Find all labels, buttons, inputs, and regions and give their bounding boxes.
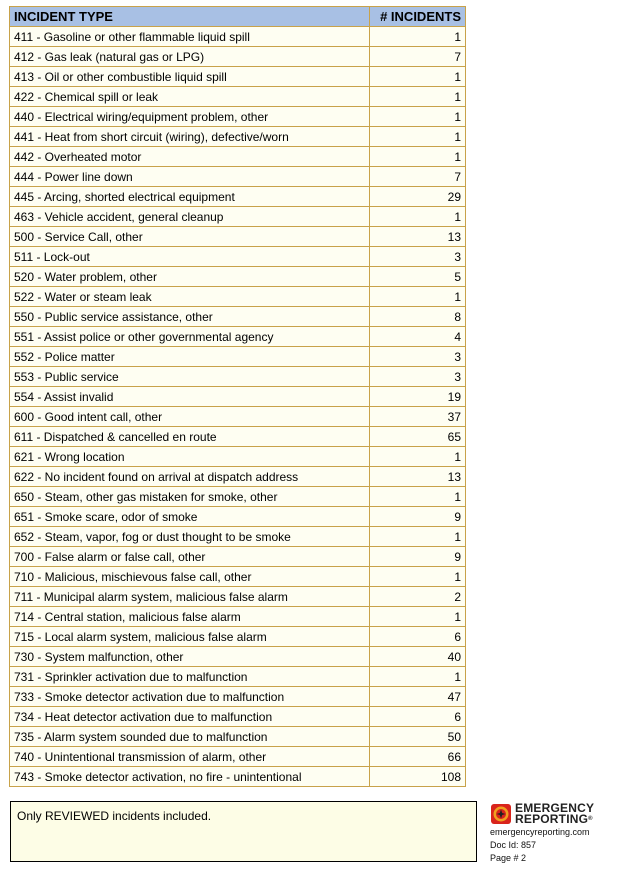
incident-type-cell: 511 - Lock-out bbox=[10, 247, 370, 267]
incident-type-cell: 711 - Municipal alarm system, malicious false alarm bbox=[10, 587, 370, 607]
incident-type-cell: 441 - Heat from short circuit (wiring), defective/worn bbox=[10, 127, 370, 147]
incident-count-cell: 2 bbox=[370, 587, 466, 607]
table-row bbox=[10, 607, 466, 627]
table-row bbox=[10, 267, 466, 287]
table-row bbox=[10, 387, 466, 407]
incident-type-cell: 550 - Public service assistance, other bbox=[10, 307, 370, 327]
incident-count-cell: 5 bbox=[370, 267, 466, 287]
incident-count-cell: 3 bbox=[370, 247, 466, 267]
table-row bbox=[10, 467, 466, 487]
brand-name-line-1: EMERGENCY bbox=[515, 801, 595, 815]
incident-type-cell: 733 - Smoke detector activation due to malfunction bbox=[10, 687, 370, 707]
incident-type-cell: 652 - Steam, vapor, fog or dust thought to be smoke bbox=[10, 527, 370, 547]
incident-count-cell: 65 bbox=[370, 427, 466, 447]
incident-count-cell: 7 bbox=[370, 167, 466, 187]
incident-count-cell: 1 bbox=[370, 487, 466, 507]
incident-count-cell: 1 bbox=[370, 107, 466, 127]
table-row bbox=[10, 567, 466, 587]
incident-count-cell: 40 bbox=[370, 647, 466, 667]
trademark-symbol: ® bbox=[588, 816, 593, 822]
incident-type-cell: 520 - Water problem, other bbox=[10, 267, 370, 287]
incident-type-cell: 444 - Power line down bbox=[10, 167, 370, 187]
incident-type-cell: 743 - Smoke detector activation, no fire - unintentional bbox=[10, 767, 370, 787]
table-row bbox=[10, 407, 466, 427]
incident-count-cell: 37 bbox=[370, 407, 466, 427]
incident-count-cell: 3 bbox=[370, 347, 466, 367]
brand-website: emergencyreporting.com bbox=[490, 827, 590, 837]
table-row bbox=[10, 547, 466, 567]
incident-count-cell: 29 bbox=[370, 187, 466, 207]
table-row bbox=[10, 647, 466, 667]
incident-type-cell: 413 - Oil or other combustible liquid spill bbox=[10, 67, 370, 87]
incident-type-cell: 422 - Chemical spill or leak bbox=[10, 87, 370, 107]
incident-count-cell: 4 bbox=[370, 327, 466, 347]
table-row bbox=[10, 347, 466, 367]
incident-count-cell: 13 bbox=[370, 227, 466, 247]
incident-count-cell: 1 bbox=[370, 67, 466, 87]
incident-count-cell: 50 bbox=[370, 727, 466, 747]
incident-type-cell: 442 - Overheated motor bbox=[10, 147, 370, 167]
incident-count-cell: 1 bbox=[370, 667, 466, 687]
incident-type-cell: 740 - Unintentional transmission of alarm, other bbox=[10, 747, 370, 767]
table-row bbox=[10, 307, 466, 327]
incident-type-cell: 700 - False alarm or false call, other bbox=[10, 547, 370, 567]
page-number: Page # 2 bbox=[490, 853, 527, 863]
table-row bbox=[10, 27, 466, 47]
table-row bbox=[10, 107, 466, 127]
incident-count-cell: 1 bbox=[370, 447, 466, 467]
incident-count-cell: 1 bbox=[370, 207, 466, 227]
table-row bbox=[10, 507, 466, 527]
incident-type-table bbox=[9, 6, 466, 787]
incident-count-cell: 1 bbox=[370, 87, 466, 107]
table-row bbox=[10, 687, 466, 707]
table-row bbox=[10, 327, 466, 347]
table-row bbox=[10, 527, 466, 547]
incident-count-cell: 9 bbox=[370, 507, 466, 527]
table-row bbox=[10, 767, 466, 787]
table-body bbox=[10, 27, 466, 787]
incident-type-cell: 412 - Gas leak (natural gas or LPG) bbox=[10, 47, 370, 67]
table-row bbox=[10, 167, 466, 187]
incident-type-cell: 611 - Dispatched & cancelled en route bbox=[10, 427, 370, 447]
table-row bbox=[10, 127, 466, 147]
column-header-incident-count: # INCIDENTS bbox=[370, 7, 466, 27]
incident-type-cell: 554 - Assist invalid bbox=[10, 387, 370, 407]
incident-count-cell: 19 bbox=[370, 387, 466, 407]
table-row bbox=[10, 287, 466, 307]
table-row bbox=[10, 707, 466, 727]
incident-type-cell: 622 - No incident found on arrival at dispatch address bbox=[10, 467, 370, 487]
table-row bbox=[10, 747, 466, 767]
incident-count-cell: 7 bbox=[370, 47, 466, 67]
incident-type-cell: 551 - Assist police or other governmental agency bbox=[10, 327, 370, 347]
incident-count-cell: 3 bbox=[370, 367, 466, 387]
table-row bbox=[10, 587, 466, 607]
column-header-incident-type: INCIDENT TYPE bbox=[10, 7, 370, 27]
incident-type-cell: 735 - Alarm system sounded due to malfunction bbox=[10, 727, 370, 747]
incident-type-cell: 552 - Police matter bbox=[10, 347, 370, 367]
table-row bbox=[10, 447, 466, 467]
incident-type-cell: 522 - Water or steam leak bbox=[10, 287, 370, 307]
incident-count-cell: 6 bbox=[370, 627, 466, 647]
emergency-reporting-branding bbox=[490, 803, 630, 865]
incident-count-cell: 6 bbox=[370, 707, 466, 727]
incident-count-cell: 13 bbox=[370, 467, 466, 487]
incident-count-cell: 1 bbox=[370, 607, 466, 627]
table-row bbox=[10, 487, 466, 507]
incident-type-cell: 600 - Good intent call, other bbox=[10, 407, 370, 427]
table-row bbox=[10, 87, 466, 107]
incident-type-cell: 651 - Smoke scare, odor of smoke bbox=[10, 507, 370, 527]
table-row bbox=[10, 727, 466, 747]
table-header-row bbox=[10, 7, 466, 27]
brand-logo-row bbox=[490, 803, 630, 825]
brand-name-line-2-text: REPORTING bbox=[515, 812, 589, 826]
table-row bbox=[10, 47, 466, 67]
incident-type-cell: 445 - Arcing, shorted electrical equipment bbox=[10, 187, 370, 207]
table-row bbox=[10, 147, 466, 167]
incident-type-cell: 500 - Service Call, other bbox=[10, 227, 370, 247]
incident-type-cell: 650 - Steam, other gas mistaken for smoke, other bbox=[10, 487, 370, 507]
table-row bbox=[10, 367, 466, 387]
incident-type-cell: 411 - Gasoline or other flammable liquid spill bbox=[10, 27, 370, 47]
incident-type-cell: 714 - Central station, malicious false alarm bbox=[10, 607, 370, 627]
table-row bbox=[10, 627, 466, 647]
incident-type-cell: 440 - Electrical wiring/equipment problem, other bbox=[10, 107, 370, 127]
incident-count-cell: 1 bbox=[370, 527, 466, 547]
table-row bbox=[10, 227, 466, 247]
incident-count-cell: 1 bbox=[370, 147, 466, 167]
reviewed-incidents-note bbox=[10, 801, 477, 862]
table-row bbox=[10, 247, 466, 267]
incident-type-cell: 463 - Vehicle accident, general cleanup bbox=[10, 207, 370, 227]
incident-count-cell: 66 bbox=[370, 747, 466, 767]
brand-name bbox=[515, 803, 594, 825]
brand-name-line-2 bbox=[515, 814, 594, 825]
doc-id: Doc Id: 857 bbox=[490, 840, 537, 850]
incident-type-cell: 715 - Local alarm system, malicious false alarm bbox=[10, 627, 370, 647]
table-row bbox=[10, 187, 466, 207]
table-row bbox=[10, 67, 466, 87]
incident-type-cell: 710 - Malicious, mischievous false call, other bbox=[10, 567, 370, 587]
incident-type-cell: 621 - Wrong location bbox=[10, 447, 370, 467]
incident-count-cell: 1 bbox=[370, 287, 466, 307]
note-text: Only REVIEWED incidents included. bbox=[17, 809, 212, 823]
incident-type-cell: 553 - Public service bbox=[10, 367, 370, 387]
incident-type-cell: 734 - Heat detector activation due to malfunction bbox=[10, 707, 370, 727]
incident-count-cell: 108 bbox=[370, 767, 466, 787]
incident-count-cell: 1 bbox=[370, 127, 466, 147]
emergency-reporting-logo-icon bbox=[490, 803, 512, 825]
incident-type-cell: 730 - System malfunction, other bbox=[10, 647, 370, 667]
incident-count-cell: 9 bbox=[370, 547, 466, 567]
incident-type-cell: 731 - Sprinkler activation due to malfunction bbox=[10, 667, 370, 687]
incident-count-cell: 47 bbox=[370, 687, 466, 707]
incident-count-cell: 1 bbox=[370, 27, 466, 47]
table-row bbox=[10, 207, 466, 227]
table-row bbox=[10, 427, 466, 447]
table-row bbox=[10, 667, 466, 687]
incident-count-cell: 8 bbox=[370, 307, 466, 327]
incident-count-cell: 1 bbox=[370, 567, 466, 587]
